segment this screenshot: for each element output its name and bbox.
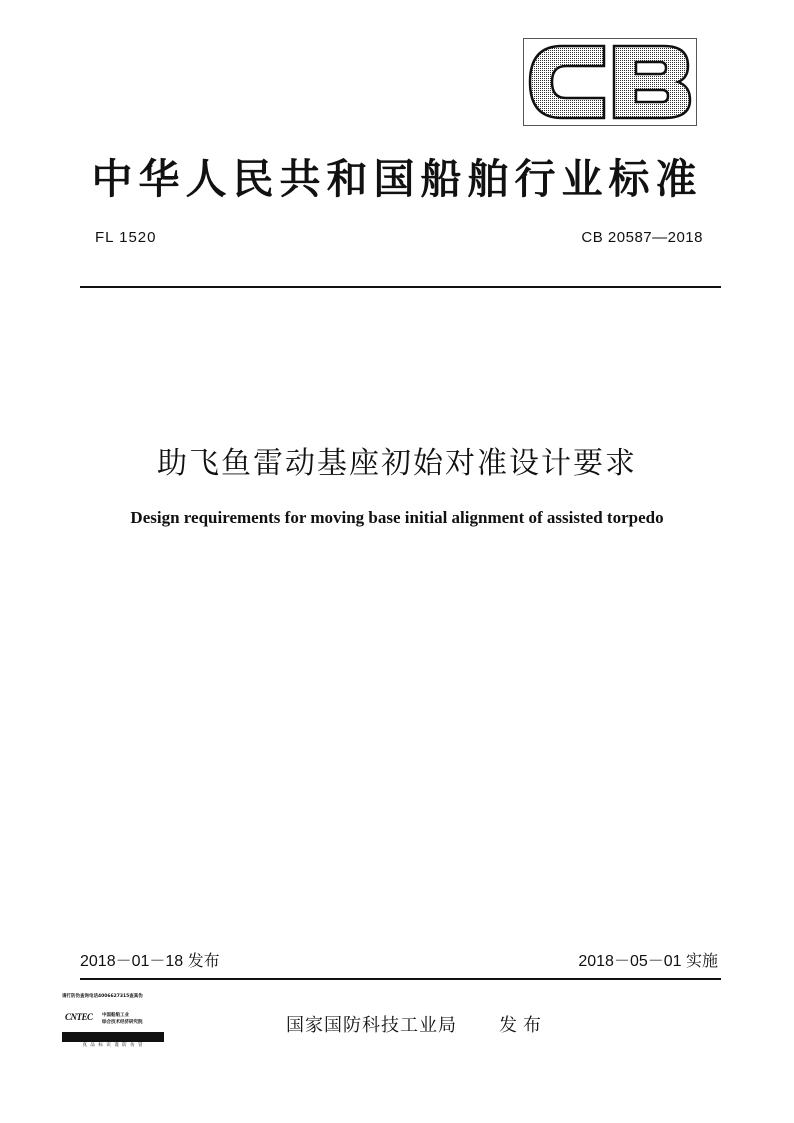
label-org-line2: 综合技术经济研究院: [102, 1020, 143, 1025]
anti-counterfeit-label: [62, 994, 164, 1050]
issue-date: 2018－01－18 发布: [80, 953, 220, 970]
document-title-chinese: 助飞鱼雷动基座初始对准设计要求: [157, 446, 637, 481]
document-title-english: Design requirements for moving base initial alignment of assisted torpedo: [130, 508, 664, 527]
label-black-bar: [62, 1032, 164, 1042]
publisher-name: 国家国防科技工业局: [286, 1015, 457, 1036]
cb-logo: [524, 40, 694, 124]
publisher-action: 发布: [499, 1015, 547, 1036]
label-body: [62, 1002, 164, 1030]
standard-number: CB 20587—2018: [581, 229, 703, 246]
implementation-date: 2018－05－01 实施: [578, 953, 718, 970]
label-logo: CNTEC: [65, 1012, 93, 1022]
top-divider: [80, 286, 721, 288]
label-bottom-text: 真 品 标 识 谨 防 仿 冒: [82, 1043, 144, 1048]
label-hotline-text: 请打防伪查询电话4006627315查真伪: [62, 994, 143, 999]
label-org-line1: 中国船舶工业: [102, 1013, 129, 1018]
classification-code: FL 1520: [95, 229, 157, 246]
bottom-divider: [80, 978, 721, 980]
organization-title: 中华人民共和国船舶行业标准: [91, 155, 703, 203]
